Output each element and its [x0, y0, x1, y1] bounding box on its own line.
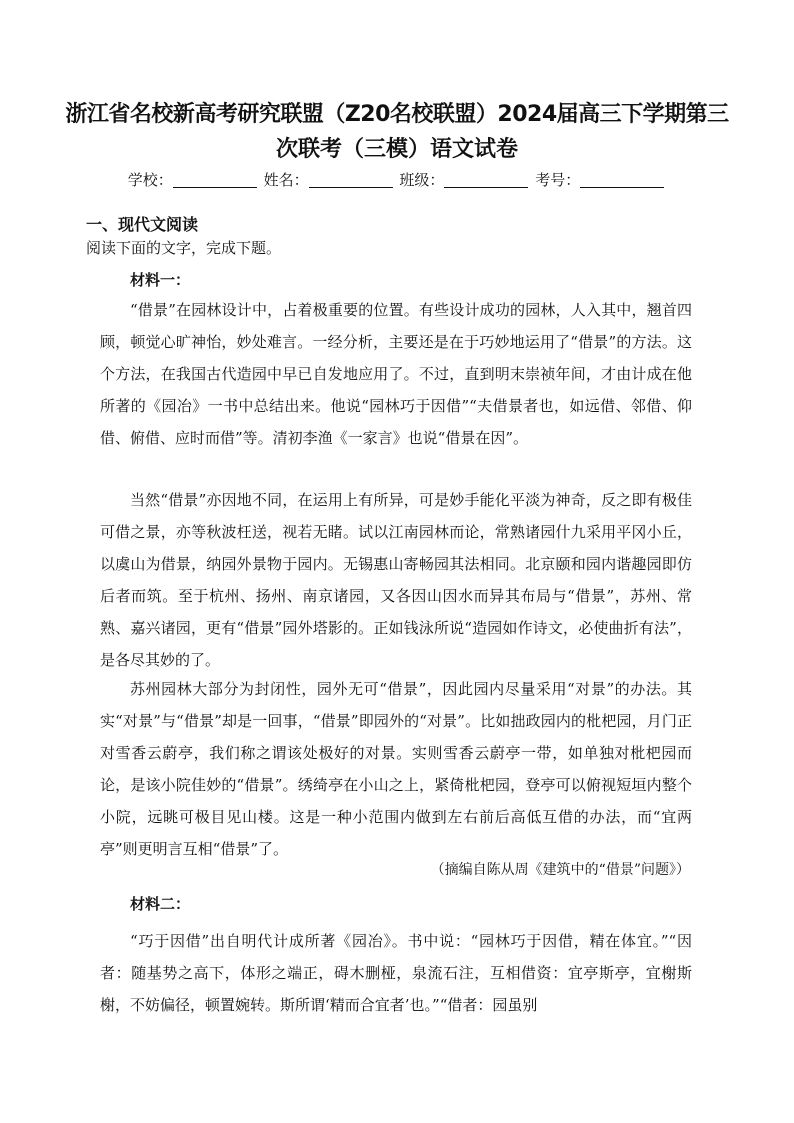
- material-1-paragraph-1: “借景”在园林设计中，占着极重要的位置。有些设计成功的园林，人入其中，翘首四顾，顿觉心旷神怡，妙处难言。一经分析，主要还是在于巧妙地运用了“借景”的方法。这个方法，在我国古代造园中早已自发地应用了。不过，直到明末崇祯年间，才由计成在他所著的《园冶》一书中总结出来。他说“园林巧于因借”“夫借景者也，如远借、邻借、仰借、俯借、应时而借”等。清初李渔《一家言》也说“借景在因”。: [100, 301, 692, 447]
- title-line-1: 浙江省名校新高考研究联盟（Z20名校联盟）2024届高三下学期第三: [65, 102, 729, 127]
- name-blank[interactable]: [309, 171, 393, 188]
- section-instruction: 阅读下面的文字，完成下题。: [86, 239, 282, 257]
- material-1-paragraph-3: 苏州园林大部分为封闭性，园外无可“借景”，因此园内尽量采用“对景”的办法。其实“对景”与“借景”却是一回事，“借景”即园外的“对景”。比如拙政园内的枇杷园，月门正对雪香云蔚亭，我们称之谓该处极好的对景。实则雪香云蔚亭一带，如单独对枇杷园而论，是该小院佳妙的“借景”。绣绮亭在小山之上，紧倚枇杷园，登亭可以俯视短垣内整个小院，远眺可极目见山楼。这是一种小范围内做到左右前后高低互借的办法，而“宜两亭”则更明言互相“借景”了。: [100, 680, 692, 858]
- material-1-paragraph-2: 当然“借景”亦因地不同，在运用上有所异，可是妙手能化平淡为神奇，反之即有极佳可借之景，亦等秋波枉送，视若无睹。试以江南园林而论，常熟诸园什九采用平冈小丘，以虞山为借景，纳园外景物于园内。无锡惠山寄畅园其法相同。北京颐和园内谐趣园即仿后者而筑。至于杭州、扬州、南京诸园，又各因山因水而异其布局与“借景”，苏州、常熟、嘉兴诸园，更有“借景”园外塔影的。正如钱泳所说“造园如作诗文，必使曲折有法”，是各尽其妙的了。: [100, 491, 692, 669]
- exam-number-blank[interactable]: [580, 171, 664, 188]
- material-2-paragraph-1: “巧于因借”出自明代计成所著《园冶》。书中说：“园林巧于因借，精在体宜。”“因者：随基势之高下，体形之端正，碍木删桠，泉流石注，互相借资：宜亭斯亭，宜榭斯榭，不妨偏径，顿置婉转。斯所谓‘精而合宜者’也。”“借者：园虽别: [100, 932, 692, 1014]
- class-blank[interactable]: [444, 171, 528, 188]
- student-info-fields: [0, 168, 794, 192]
- material-1-label: 材料一：: [130, 271, 191, 289]
- exam-number-label: 考号：: [535, 171, 581, 189]
- material-2-label: 材料二：: [130, 895, 191, 913]
- title-line-2: 次联考（三模）语文试卷: [275, 137, 518, 162]
- school-blank[interactable]: [173, 171, 257, 188]
- name-label: 姓名：: [263, 171, 309, 189]
- class-label: 班级：: [399, 171, 445, 189]
- school-label: 学校：: [127, 171, 173, 189]
- section-heading: 一、现代文阅读: [86, 215, 199, 234]
- material-1-source: （摘编自陈从周《建筑中的“借景”问题》）: [430, 862, 690, 878]
